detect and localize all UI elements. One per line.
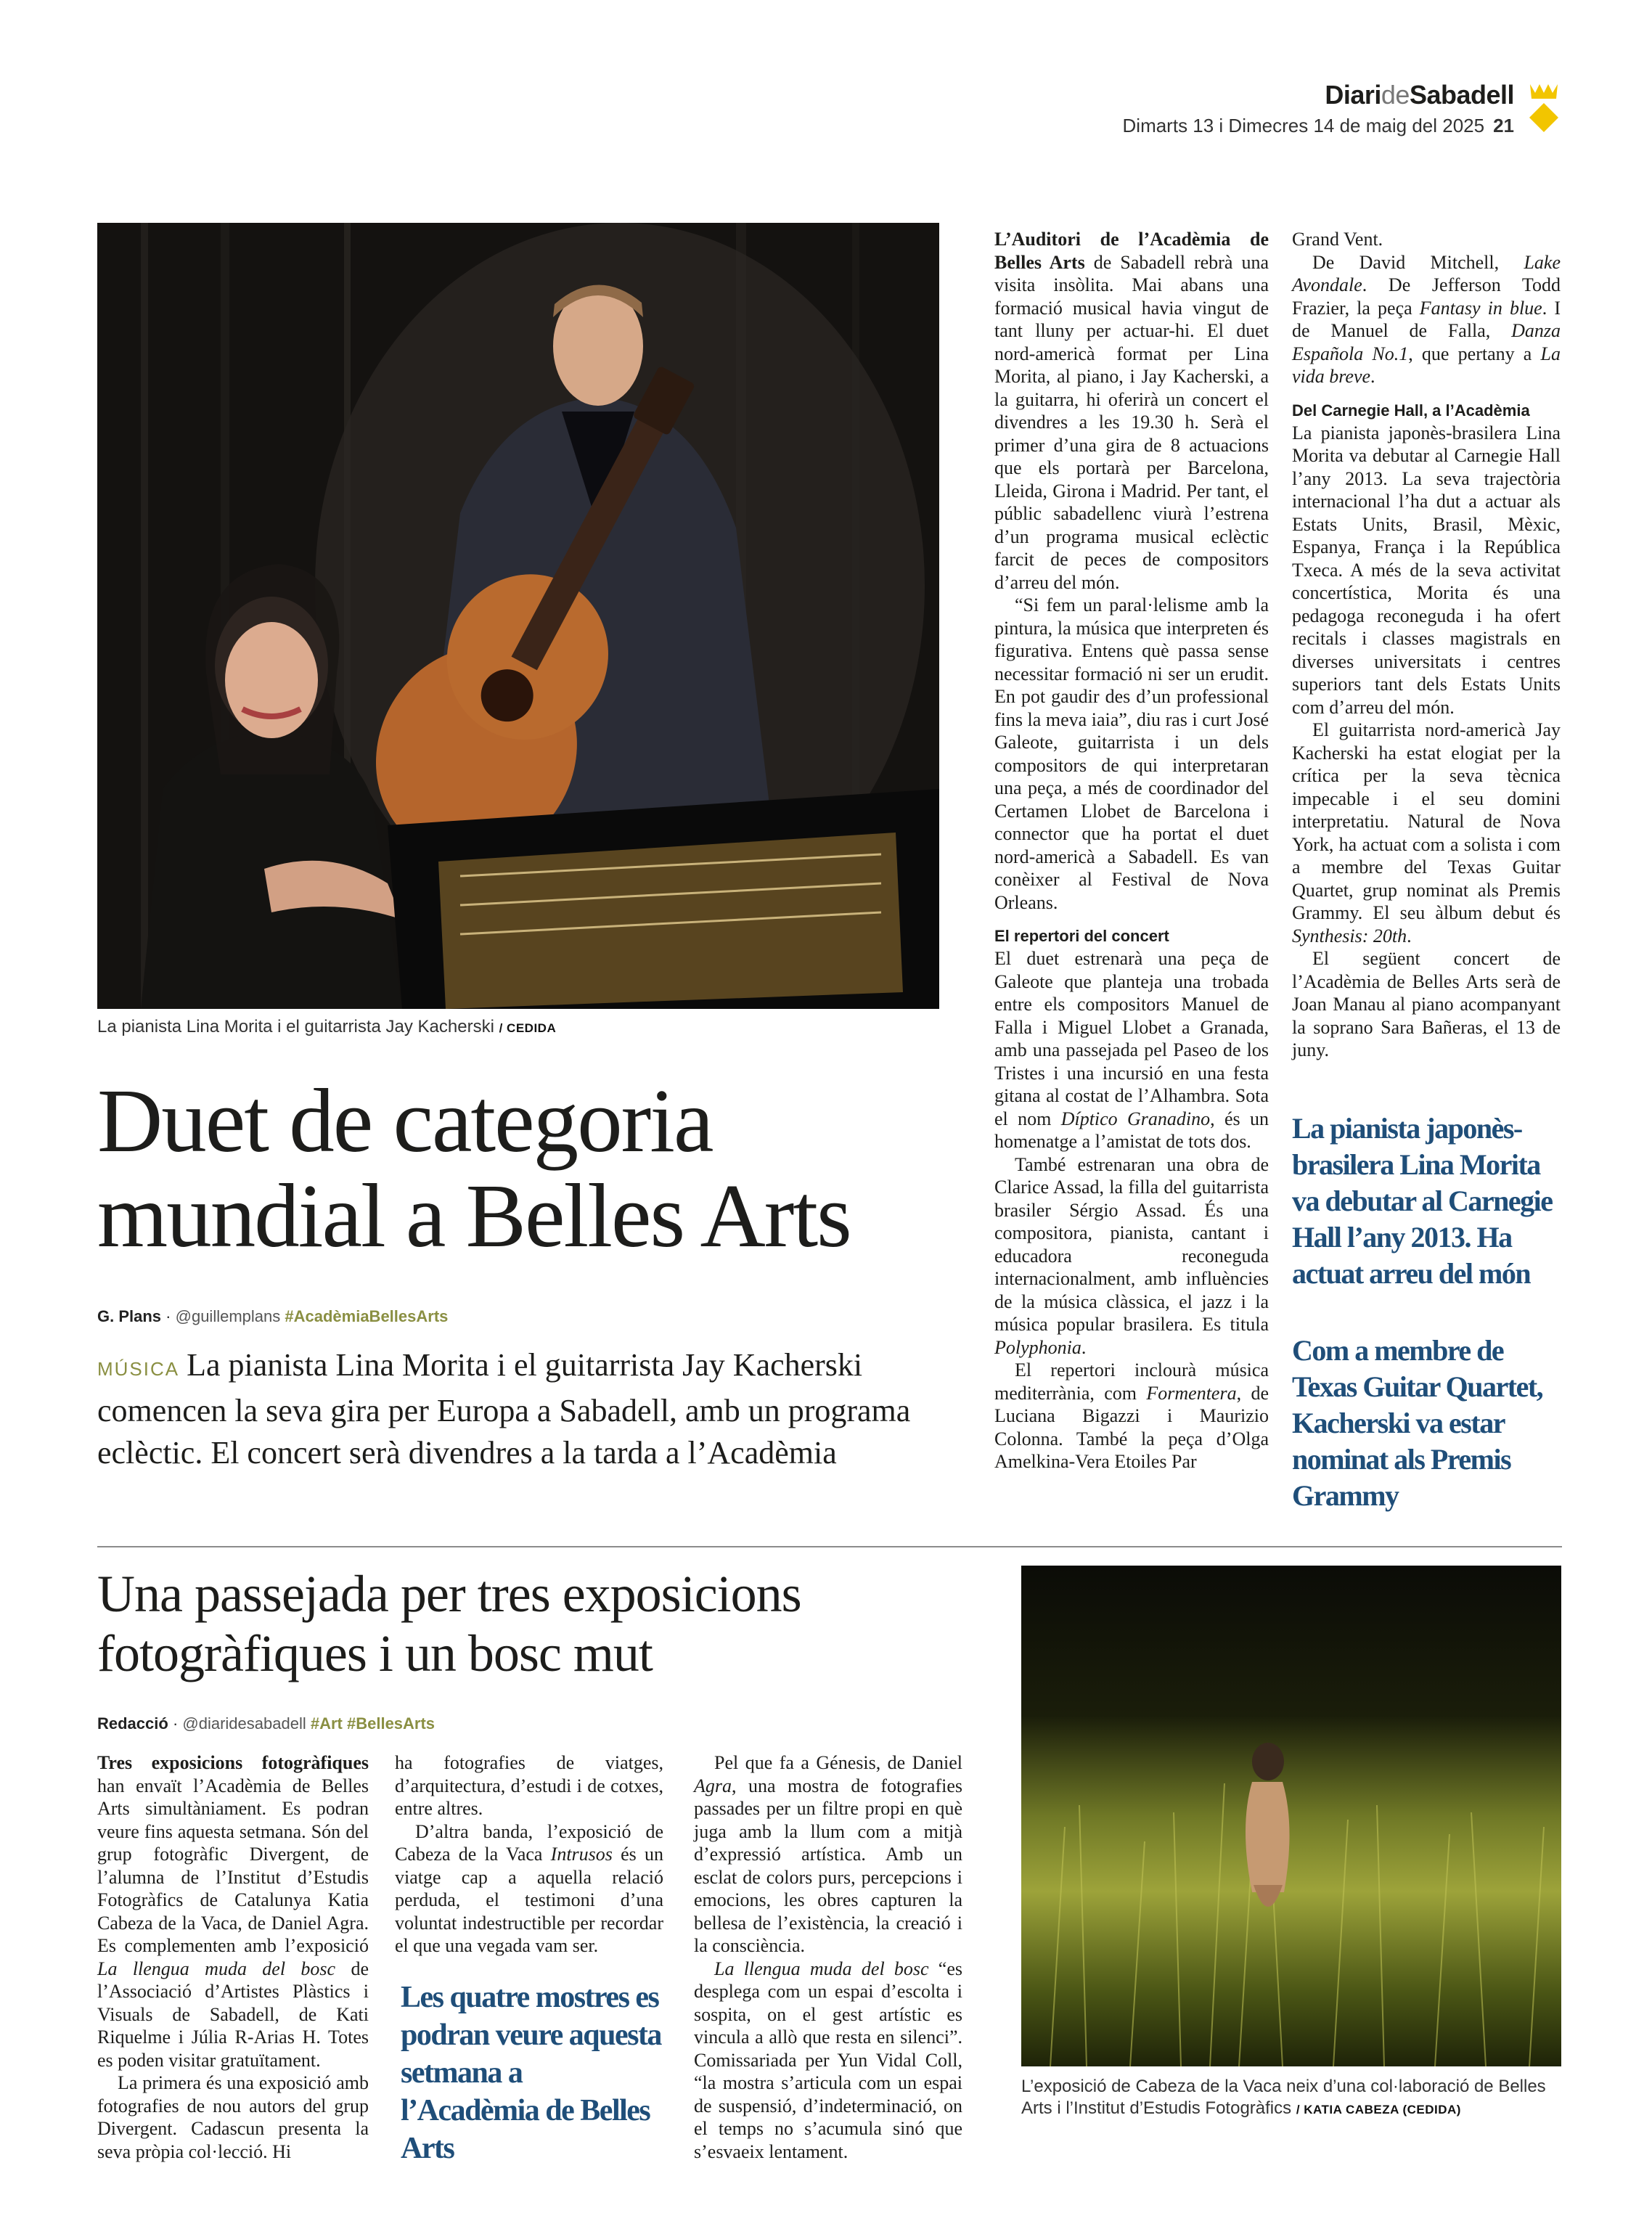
- duet-pullquote-2: Com a membre de Texas Guitar Quartet, Kacherski va estar nominat als Premis Grammy: [1292, 1334, 1543, 1512]
- brand-light: de: [1381, 80, 1410, 110]
- body-paragraph: L’Auditori de l’Acadèmia de Belles Arts de Sabadell rebrà una visita insòlita. Mai abans una formació musical havia vingut de tant lluny per actuar-hi. El duet nord-americà format per Lina Morita, al piano, i Jay Kacherski, a la guitarra, hi oferirà un concert el divendres a les 19.30 h. Serà el primer d’una gira de 8 actuacions que els portarà per Barcelona, Lleida, Girona i Madrid. Per tant, el públic sabadellenc viurà l’estrena d’un programa musical eclèctic farcit de peces de compositors d’arreu del món.: [994, 229, 1269, 593]
- body-paragraph: Pel que fa a Génesis, de Daniel Agra, una mostra de fotografies passades per un filtre propi en què juga amb la llum com a mitjà d’expressió artística. Amb un esclat de colors purs, percepcions i emocions, les obres capturen la bellesa de l’existència, la creació i la consciència.: [694, 1752, 962, 1956]
- expo-headline: Una passejada per tres exposicions fotogràfiques i un bosc mut: [97, 1565, 801, 1682]
- duet-lead: [97, 1344, 943, 1474]
- crest-icon: [1527, 81, 1561, 134]
- body-paragraph: El duet estrenarà una peça de Galeote que planteja una trobada entre els compositors Manuel de Falla i Miguel Llobet a Granada, amb una passejada pel Paseo de los Tristes i una incursió en una festa gitana al costat de l’Alhambra. Sota el nom Díptico Granadino, és un homenatge a l’amistat de tots dos.: [994, 948, 1269, 1152]
- byline-author: G. Plans: [97, 1307, 162, 1325]
- byline-tags[interactable]: #Art #BellesArts: [310, 1714, 436, 1733]
- body-paragraph: La pianista japonès-brasilera Lina Morita va debutar al Carnegie Hall l’any 2013. La seva trajectòria internacional l’ha dut a actuar als Estats Units, Brasil, Mèxic, Espanya, França i la República Txeca. A més de la seva activitat concertística, Morita és una pedagoga reconeguda i ha ofert recitals i classes magistrals en diverses universitats i centres superiors tant dels Estats Units com d’arreu del món.: [1292, 422, 1561, 718]
- caption-text: L’exposició de Cabeza de la Vaca neix d’una col·laboració de Belles Arts i l’Institut d’Estudis Fotogràfics: [1021, 2077, 1546, 2118]
- expo-body-column-1: [97, 1751, 369, 2163]
- duet-photo-caption: [97, 1017, 556, 1037]
- body-paragraph: D’altra banda, l’exposició de Cabeza de la Vaca Intrusos és un viatge cap a aquella relació perduda, el testimoni d’una voluntat indestructible per recordar el que una vegada vam ser.: [395, 1820, 663, 1956]
- forest-photo-illustration: [1021, 1566, 1561, 2066]
- body-paragraph: El repertori inclourà música mediterrània, com Formentera, de Luciana Bigazzi i Maurizio Colonna. També la peça d’Olga Amelkina-Vera Etoiles Par: [994, 1359, 1269, 1472]
- body-paragraph: El guitarrista nord-americà Jay Kacherski ha estat elogiat per la crítica per la seva tècnica impecable i el seu domini interpretatiu. Natural de Nova York, ha actuat com a solista i com a membre del Texas Guitar Quartet, grup nominat als Premis Grammy. El seu àlbum debut és Synthesis: 20th.: [1292, 719, 1561, 946]
- subheading: Del Carnegie Hall, a l’Acadèmia: [1292, 401, 1530, 420]
- body-paragraph: “Si fem un paral·lelisme amb la pintura, la música que interpreten és figurativa. Entens què passa sense necessitar formació ni ser un erudit. En pot gaudir des d’un professional fins la meva iaia”, diu ras i curt José Galeote, guitarrista i un dels compositors de qui interpretaran una peça, a més de coordinador del Certamen Llobet de Barcelona i connector que ha portat el duet nord-americà a Sabadell. Es van conèixer al Festival de Nova Orleans.: [994, 594, 1269, 913]
- byline-handle[interactable]: @diaridesabadell: [182, 1714, 306, 1733]
- byline-author: Redacció: [97, 1714, 168, 1733]
- duet-pullquote-1: La pianista japonès-brasilera Lina Morita va debutar al Carnegie Hall l’any 2013. Ha actuat arreu del món: [1292, 1112, 1553, 1290]
- duet-byline: G. Plans · @guillemplans #AcadèmiaBellesArts: [97, 1307, 449, 1325]
- byline-tags[interactable]: #AcadèmiaBellesArts: [285, 1307, 449, 1325]
- photo-credit: / CEDIDA: [499, 1021, 557, 1035]
- expo-body-column-3: [694, 1751, 962, 2163]
- caption-text: La pianista Lina Morita i el guitarrista Jay Kacherski: [97, 1017, 494, 1036]
- newspaper-logo[interactable]: [1123, 80, 1514, 110]
- duet-headline: Duet de categoria mundial a Belles Arts: [97, 1071, 851, 1267]
- issue-date: Dimarts 13 i Dimecres 14 de maig del 2025: [1122, 115, 1485, 136]
- lead-text: La pianista Lina Morita i el guitarrista Jay Kacherski comencen la seva gira per Europa a Sabadell, amb un programa eclèctic. El concert serà divendres a la tarda a l’Acadèmia: [97, 1347, 911, 1471]
- byline-handle[interactable]: @guillemplans: [175, 1307, 281, 1325]
- issue-date-line: [1123, 115, 1514, 137]
- section-label: MÚSICA: [97, 1358, 180, 1380]
- body-paragraph: La primera és una exposició amb fotografies de nou autors del grup Divergent. Cadascun presenta la seva pròpia col·lecció. Hi: [97, 2072, 369, 2162]
- brand-rest: Sabadell: [1409, 80, 1514, 110]
- expo-byline: Redacció · @diaridesabadell #Art #BellesArts: [97, 1714, 436, 1733]
- masthead: [1123, 80, 1514, 137]
- body-paragraph: Tres exposicions fotogràfiques han envaït l’Acadèmia de Belles Arts simultàniament. Es podran veure fins aquesta setmana. Són del grup fotogràfic Divergent, de l’alumna de l’Institut d’Estudis Fotogràfics de Catalunya Katia Cabeza de la Vaca, de Daniel Agra. Es complementen amb l’exposició La llengua muda del bosc de l’Associació d’Artistes Plàstics i Visuals de Sabadell, de Kati Riquelme i Júlia R-Arias H. Totes es poden visitar gratuïtament.: [97, 1752, 369, 2071]
- section-divider: [97, 1546, 1562, 1547]
- body-paragraph: ha fotografies de viatges, d’arquitectura, d’estudi i de cotxes, entre altres.: [395, 1752, 663, 1819]
- expo-pullquote: Les quatre mostres es podran veure aquesta setmana a l’Acadèmia de Belles Arts: [401, 1981, 661, 2165]
- body-paragraph: També estrenaran una obra de Clarice Assad, la filla del guitarrista brasiler Sérgio Assad. És una compositora, pianista, cantant i educadora reconeguda internacionalment, amb influències de la música clàssica, el jazz i la música popular brasilera. Es titula Polyphonia.: [994, 1153, 1269, 1358]
- body-paragraph: Grand Vent.: [1292, 229, 1383, 250]
- subheading: El repertori del concert: [994, 927, 1169, 945]
- duet-body-column-2: [1292, 228, 1561, 1062]
- body-paragraph: La llengua muda del bosc “es desplega com un espai d’escolta i sospita, on el gest artístic es vincula a allò que resta en silenci”. Comissariada per Yun Vidal Coll, “la mostra s’articula com un espai de suspensió, d’indeterminació, on el temps no s’acumula sinó que s’esvaeix lentament.: [694, 1958, 962, 2162]
- photo-credit: / KATIA CABEZA (CEDIDA): [1296, 2103, 1461, 2116]
- page-number: 21: [1493, 115, 1514, 136]
- brand-bold: Diari: [1325, 80, 1381, 110]
- duet-photo-illustration: [97, 223, 939, 1009]
- expo-body-column-2: [395, 1751, 663, 1958]
- body-paragraph: De David Mitchell, Lake Avondale. De Jefferson Todd Frazier, la peça Fantasy in blue. I de Manuel de Falla, Danza Española No.1, que pertany a La vida breve.: [1292, 251, 1561, 387]
- body-paragraph: El següent concert de l’Acadèmia de Belles Arts serà de Joan Manau al piano acompanyant la soprano Sara Bañeras, el 13 de juny.: [1292, 948, 1561, 1060]
- duet-body-column-1: [994, 228, 1269, 1473]
- forest-photo-caption: [1021, 2076, 1562, 2121]
- duet-photo: [97, 223, 939, 1009]
- forest-photo: [1021, 1566, 1561, 2066]
